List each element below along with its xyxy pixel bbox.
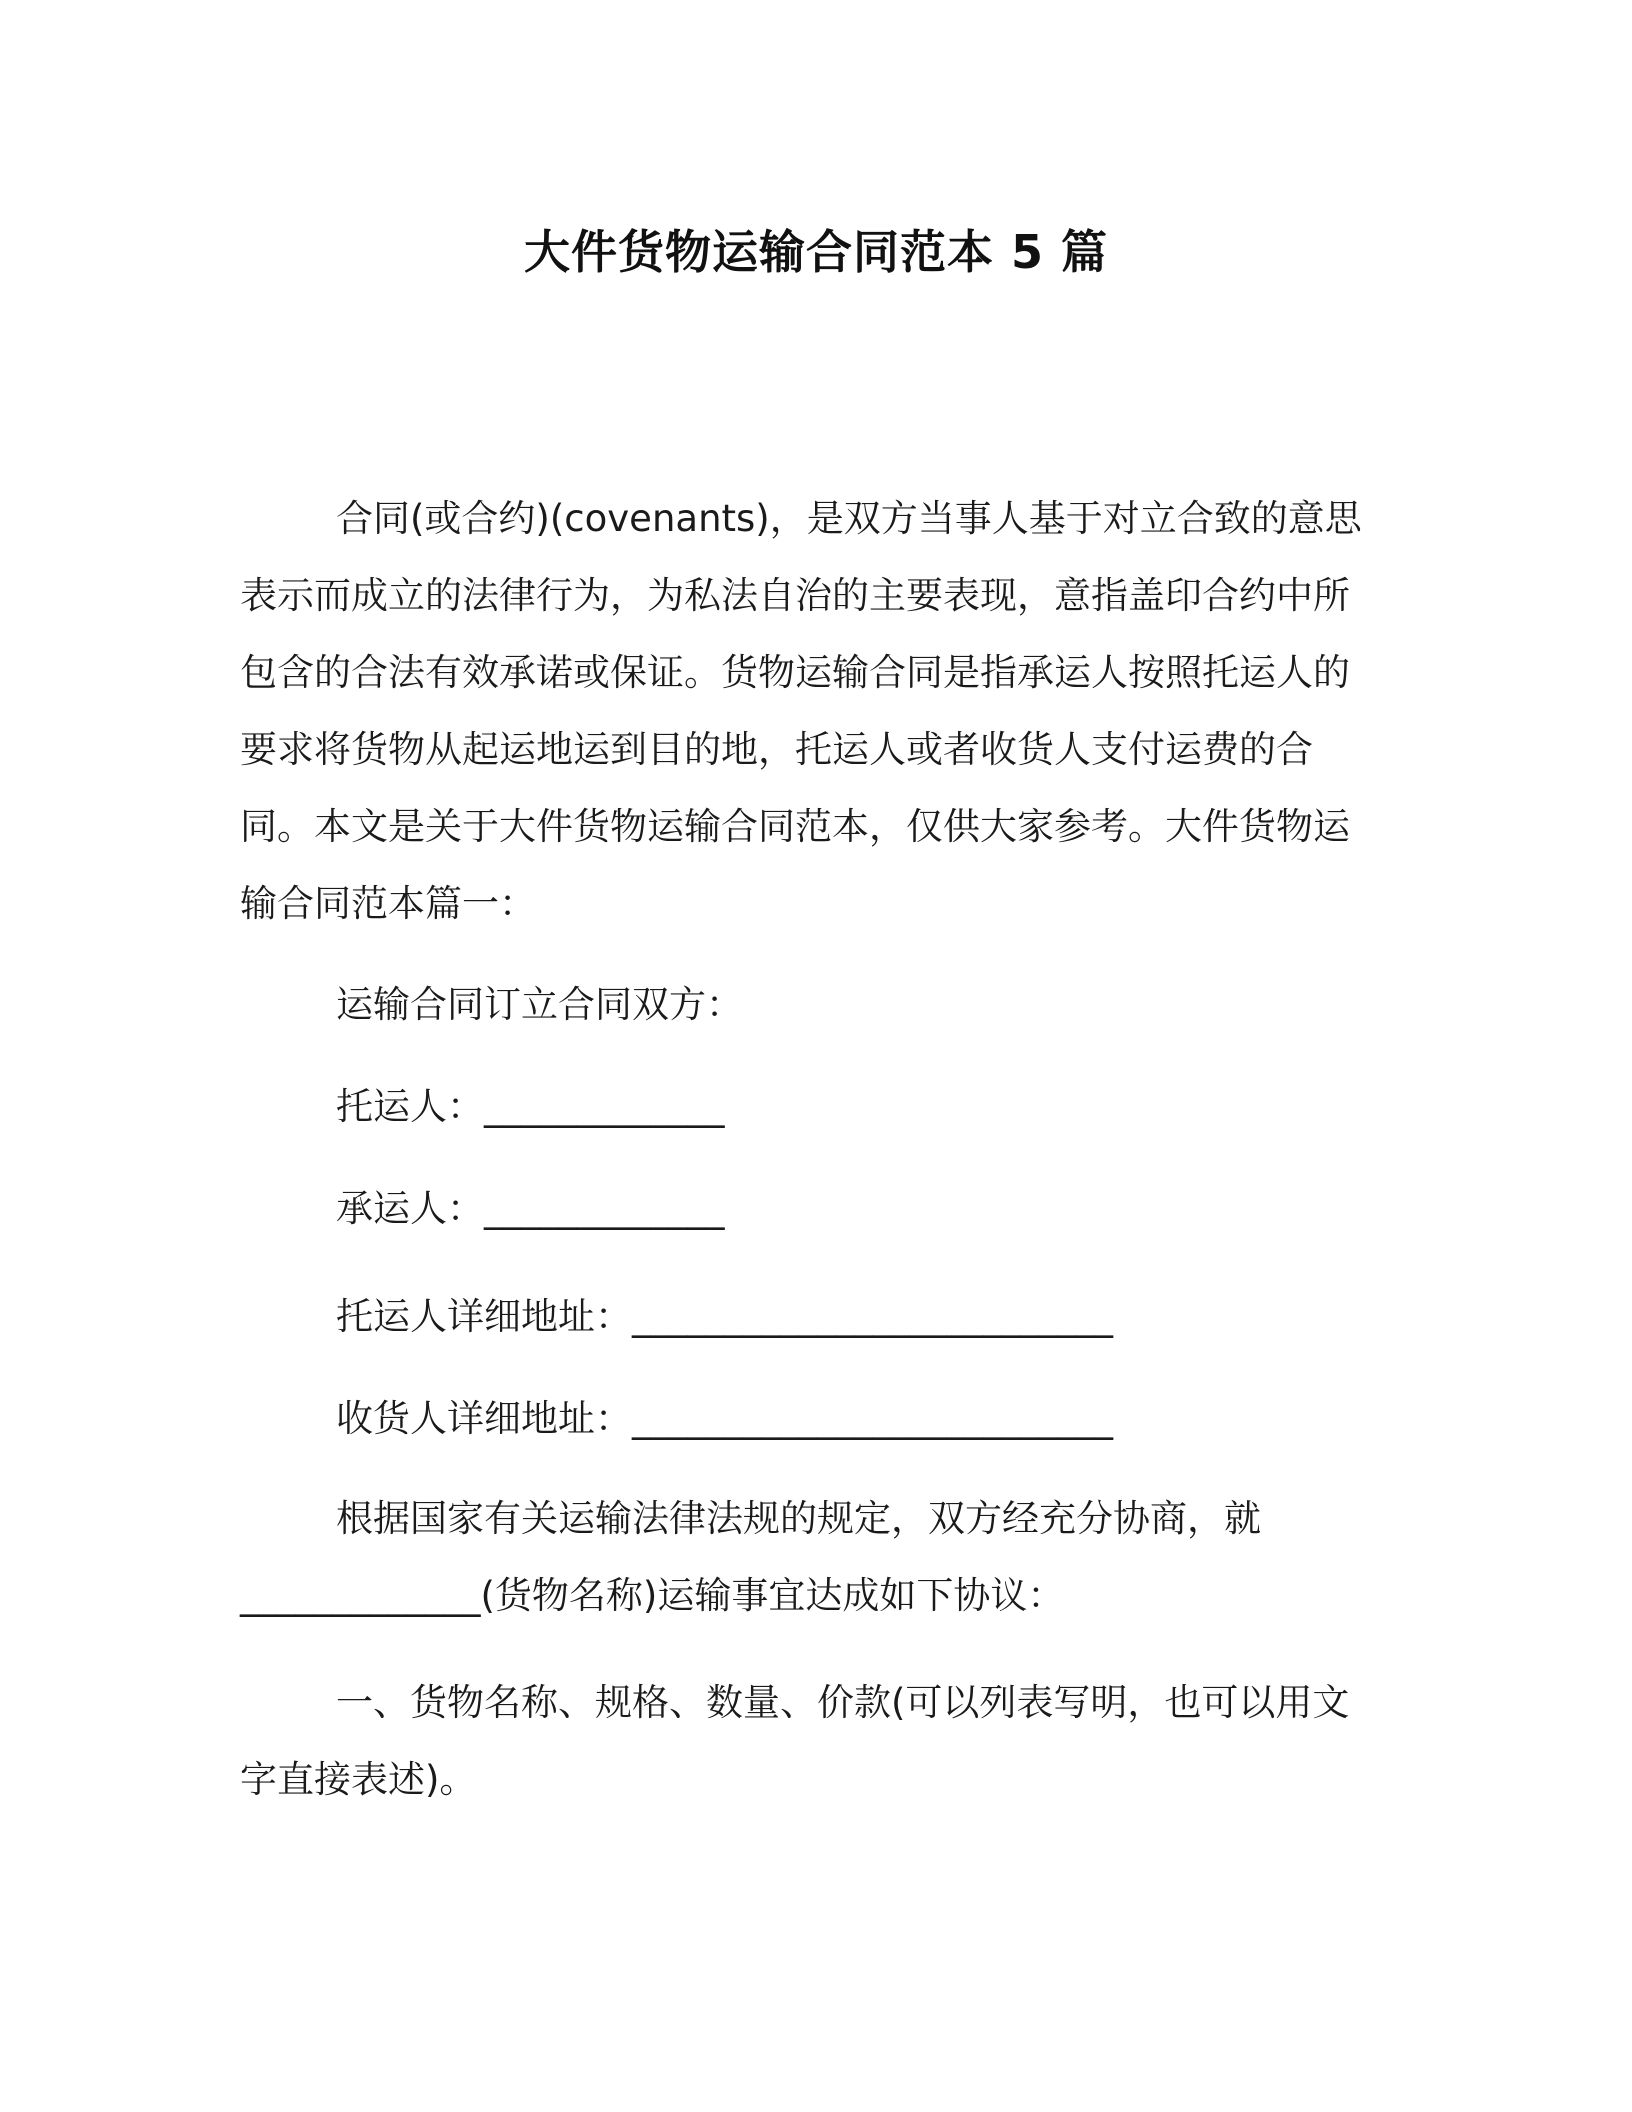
clause-one-paragraph: 一、货物名称、规格、数量、价款(可以列表写明，也可以用文字直接表述)。	[240, 1681, 1350, 1801]
parties-heading: 运输合同订立合同双方：	[336, 983, 743, 1026]
agreement-paragraph: 根据国家有关运输法律法规的规定，双方经充分协商，就_____________(货物名称)运输事宜达成如下协议：	[240, 1497, 1261, 1617]
consignee-address-field: 收货人详细地址：__________________________	[336, 1397, 1113, 1440]
shipper-address-field: 托运人详细地址：__________________________	[336, 1295, 1113, 1338]
carrier-field: 承运人：_____________	[336, 1187, 725, 1230]
document-title: 大件货物运输合同范本 5 篇	[523, 225, 1109, 279]
shipper-field: 托运人：_____________	[336, 1085, 725, 1128]
intro-paragraph: 合同(或合约)(covenants)，是双方当事人基于对立合致的意思表示而成立的法律行为，为私法自治的主要表现，意指盖印合约中所包含的合法有效承诺或保证。货物运输合同是指承运人按照托运人的要求将货物从起运地运到目的地，托运人或者收货人支付运费的合同。本文是关于大件货物运输合同范本，仅供大家参考。大件货物运输合同范本篇一：	[240, 497, 1362, 925]
